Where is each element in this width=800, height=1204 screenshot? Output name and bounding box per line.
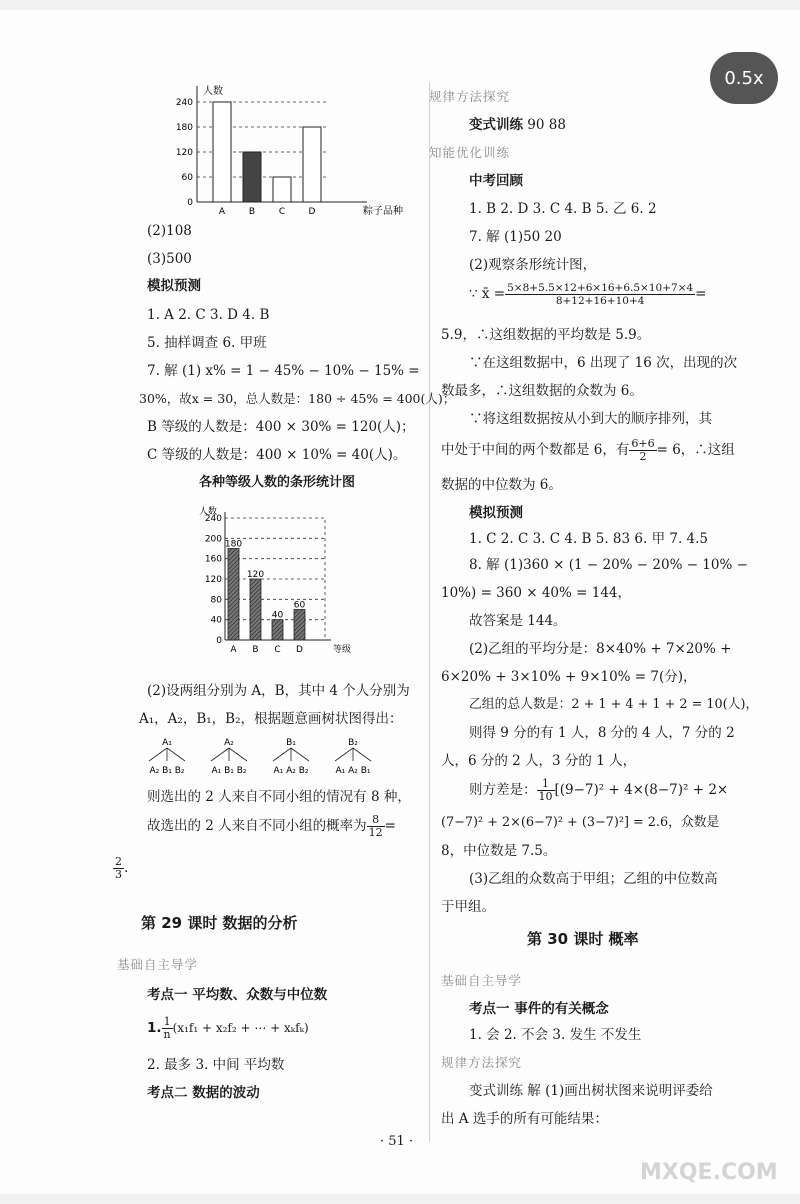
tick-label: 0 xyxy=(187,198,193,208)
mean-formula: ∵ x̄ = $\frac{5\times 8+5.5\times 12+6\times 16+6.5\times 10+7\times 4}{8+12+16+10+4}$ = xyxy=(469,282,707,307)
tree-branch xyxy=(211,748,229,761)
solution-line: 5.9，∴这组数据的平均数是 5.9。 xyxy=(441,327,651,343)
fraction: $\frac{1}{n}$ xyxy=(163,1015,171,1041)
category-label: A xyxy=(230,645,237,655)
solution-line: 故选出的 2 人来自不同小组的概率为 $\frac{8}{12}$ = xyxy=(147,813,396,839)
answer-line: 5. 抽样调查 6. 甲班 xyxy=(147,335,267,351)
tree-diagram xyxy=(145,735,415,779)
tree-branch xyxy=(149,748,167,761)
tree-branch xyxy=(291,748,309,761)
answer-line: 1. B 2. D 3. C 4. B 5. 乙 6. 2 xyxy=(469,201,657,217)
category-label: A xyxy=(218,207,226,217)
category-label: D xyxy=(296,645,303,655)
y-axis-label: 人数 xyxy=(199,507,218,517)
solution-line: A₁，A₂，B₁，B₂，根据题意画树状图得出： xyxy=(139,711,403,727)
answer-3: (3)500 xyxy=(147,251,192,267)
solution-line: 中处于中间的两个数都是 6，有 $\frac{6+6}{2}$ = 6，∴这组 xyxy=(441,437,735,463)
tree-branch xyxy=(167,748,185,761)
playback-speed-badge[interactable] xyxy=(710,52,778,104)
solution-line: ∵在这组数据中，6 出现了 16 次，出现的次 xyxy=(469,355,738,371)
tree-leaves: A₁ B₁ B₂ xyxy=(211,766,247,776)
solution-line: 数最多，∴这组数据的众数为 6。 xyxy=(441,383,643,399)
x-axis-label: 等级 xyxy=(333,645,352,655)
solution-line: (2)乙组的平均分是：8×40% + 7×20% + xyxy=(469,641,732,657)
variance-line: 则方差是： $\frac{1}{10}$ [(9−7)² + 4×(8−7)² + 2× xyxy=(469,777,729,803)
tree-branch xyxy=(335,748,353,761)
solution-line: ∵将这组数据按从小到大的顺序排列，其 xyxy=(469,411,712,427)
solution-line: 30%，故x = 30，总人数是：180 ÷ 45% = 400(人)； xyxy=(139,391,456,406)
solution-line: $\frac{2}{3}$ . xyxy=(115,855,129,881)
solution-line: (7−7)² + 2×(6−7)² + (3−7)²] = 2.6，众数是 xyxy=(441,815,720,830)
tree-leaves: A₁ A₂ B₁ xyxy=(335,766,371,776)
x-axis-label: 粽子品种 xyxy=(363,206,403,217)
section-label: 规律方法探究 xyxy=(441,1055,523,1070)
solution-line: 数据的中位数为 6。 xyxy=(441,477,562,493)
key-point-1: 考点一 事件的有关概念 xyxy=(469,1001,609,1017)
tick-label: 200 xyxy=(204,534,222,545)
data-label: 120 xyxy=(246,570,265,580)
lesson-29-title: 第 29 课时 数据的分析 xyxy=(141,914,298,932)
answer-2: (2)108 xyxy=(147,223,192,239)
heading-exam-review: 中考回顾 xyxy=(469,173,523,189)
category-label: C xyxy=(274,645,281,655)
fraction: $\frac{1}{10}$ xyxy=(538,777,553,803)
tick-label: 60 xyxy=(181,173,193,183)
tick-label: 240 xyxy=(175,98,193,108)
tree-root: A₂ xyxy=(224,738,234,748)
bar xyxy=(213,102,231,202)
fraction: $\frac{8}{12}$ xyxy=(368,813,383,839)
fraction: $\frac{6+6}{2}$ xyxy=(631,437,655,463)
tree-leaves: A₁ A₂ B₂ xyxy=(273,766,309,776)
answer-line: 1. A 2. C 3. D 4. B xyxy=(147,307,270,323)
bar xyxy=(228,549,239,641)
solution-line: 乙组的总人数是：2 + 1 + 4 + 1 + 2 = 10(人)， xyxy=(469,697,759,712)
section-label: 基础自主导学 xyxy=(117,957,199,972)
y-axis-label: 人数 xyxy=(203,86,223,97)
variant-training: 变式训练 90 88 xyxy=(469,117,566,133)
heading-simulation: 模拟预测 xyxy=(469,505,523,521)
solution-line: 8. 解 (1)360 × (1 − 20% − 20% − 10% − xyxy=(469,557,748,573)
tick-label: 40 xyxy=(210,615,222,626)
column-divider xyxy=(429,82,430,1142)
fraction: $\frac{5\times 8+5.5\times 12+6\times 16+6.5\times 10+7\times 4}{8+12+16+10+4}$ xyxy=(507,282,694,307)
category-label: B xyxy=(252,645,259,655)
document-page xyxy=(0,10,800,1194)
answer-line: 2. 最多 3. 中间 平均数 xyxy=(147,1057,285,1073)
solution-line: (2)设两组分别为 A，B，其中 4 个人分别为 xyxy=(147,683,410,699)
key-point-2: 考点二 数据的波动 xyxy=(147,1085,260,1101)
section-label: 规律方法探究 xyxy=(429,89,511,104)
grade-bar-chart xyxy=(187,500,387,660)
solution-line: 人，6 分的 2 人，3 分的 1 人， xyxy=(441,753,637,769)
solution-line: 出 A 选手的所有可能结果： xyxy=(441,1111,608,1127)
tick-label: 120 xyxy=(175,148,193,158)
chart2-title: 各种等级人数的条形统计图 xyxy=(199,475,356,490)
tree-leaves: A₂ B₁ B₂ xyxy=(149,766,185,776)
solution-line: B 等级的人数是：400 × 30% = 120(人)； xyxy=(147,419,415,435)
section-label: 基础自主导学 xyxy=(441,973,523,988)
solution-line: 8，中位数是 7.5。 xyxy=(441,843,557,859)
tick-label: 160 xyxy=(204,554,222,565)
category-label: C xyxy=(278,207,286,217)
data-label: 180 xyxy=(224,539,243,550)
solution-line: 则得 9 分的有 1 人，8 分的 4 人，7 分的 2 xyxy=(469,725,735,741)
tick-label: 0 xyxy=(216,636,222,646)
tick-label: 120 xyxy=(204,575,222,585)
zongzi-bar-chart xyxy=(155,82,415,222)
solution-line: (2)观察条形统计图， xyxy=(469,257,597,273)
data-label: 60 xyxy=(293,600,306,611)
lesson-30-title: 第 30 课时 概率 xyxy=(527,930,639,948)
tree-root: B₁ xyxy=(286,738,296,748)
tree-root: A₁ xyxy=(162,738,172,748)
category-label: D xyxy=(308,207,316,217)
tick-label: 240 xyxy=(204,514,222,524)
answer-line: 1. 会 2. 不会 3. 发生 不发生 xyxy=(469,1027,642,1043)
tree-branch xyxy=(229,748,247,761)
formula-line: 1. $\frac{1}{n}$ (x₁f₁ + x₂f₂ + ⋯ + xₖfₖ) xyxy=(147,1015,309,1041)
tree-root: B₂ xyxy=(348,738,358,748)
answer-line: 7. 解 (1)50 20 xyxy=(469,229,562,245)
solution-line: 则选出的 2 人来自不同小组的情况有 8 种， xyxy=(147,789,411,805)
solution-line: (3)乙组的众数高于甲组；乙组的中位数高 xyxy=(469,871,718,887)
answer-line: 1. C 2. C 3. C 4. B 5. 83 6. 甲 7. 4.5 xyxy=(469,531,709,547)
bar xyxy=(243,152,261,202)
fraction: $\frac{2}{3}$ xyxy=(115,855,122,881)
solution-line: 故答案是 144。 xyxy=(469,613,567,629)
bar xyxy=(272,620,283,640)
tree-branch xyxy=(353,748,371,761)
heading-simulation: 模拟预测 xyxy=(147,278,201,294)
key-point-1: 考点一 平均数、众数与中位数 xyxy=(147,987,328,1003)
tick-label: 180 xyxy=(175,123,193,133)
site-watermark: MXQE.COM xyxy=(640,1160,778,1185)
speed-label: 0.5x xyxy=(724,67,764,89)
solution-line: 于甲组。 xyxy=(441,899,495,915)
page-number: · 51 · xyxy=(380,1134,414,1149)
tick-label: 80 xyxy=(210,595,222,606)
category-label: B xyxy=(248,207,256,217)
bar xyxy=(250,579,261,640)
solution-line: C 等级的人数是：400 × 10% = 40(人)。 xyxy=(147,447,407,463)
section-label: 知能优化训练 xyxy=(429,145,511,160)
solution-line: 变式训练 解 (1)画出树状图来说明评委给 xyxy=(469,1083,713,1099)
solution-line: 7. 解 (1) x% = 1 − 45% − 10% − 15% = xyxy=(147,363,420,379)
tree-branch xyxy=(273,748,291,761)
bar xyxy=(273,177,291,202)
solution-line: 6×20% + 3×10% + 9×10% = 7(分)， xyxy=(441,669,697,685)
solution-line: 10%) = 360 × 40% = 144， xyxy=(441,585,631,601)
bar xyxy=(294,610,305,641)
data-label: 40 xyxy=(271,610,284,621)
bar xyxy=(303,127,321,202)
